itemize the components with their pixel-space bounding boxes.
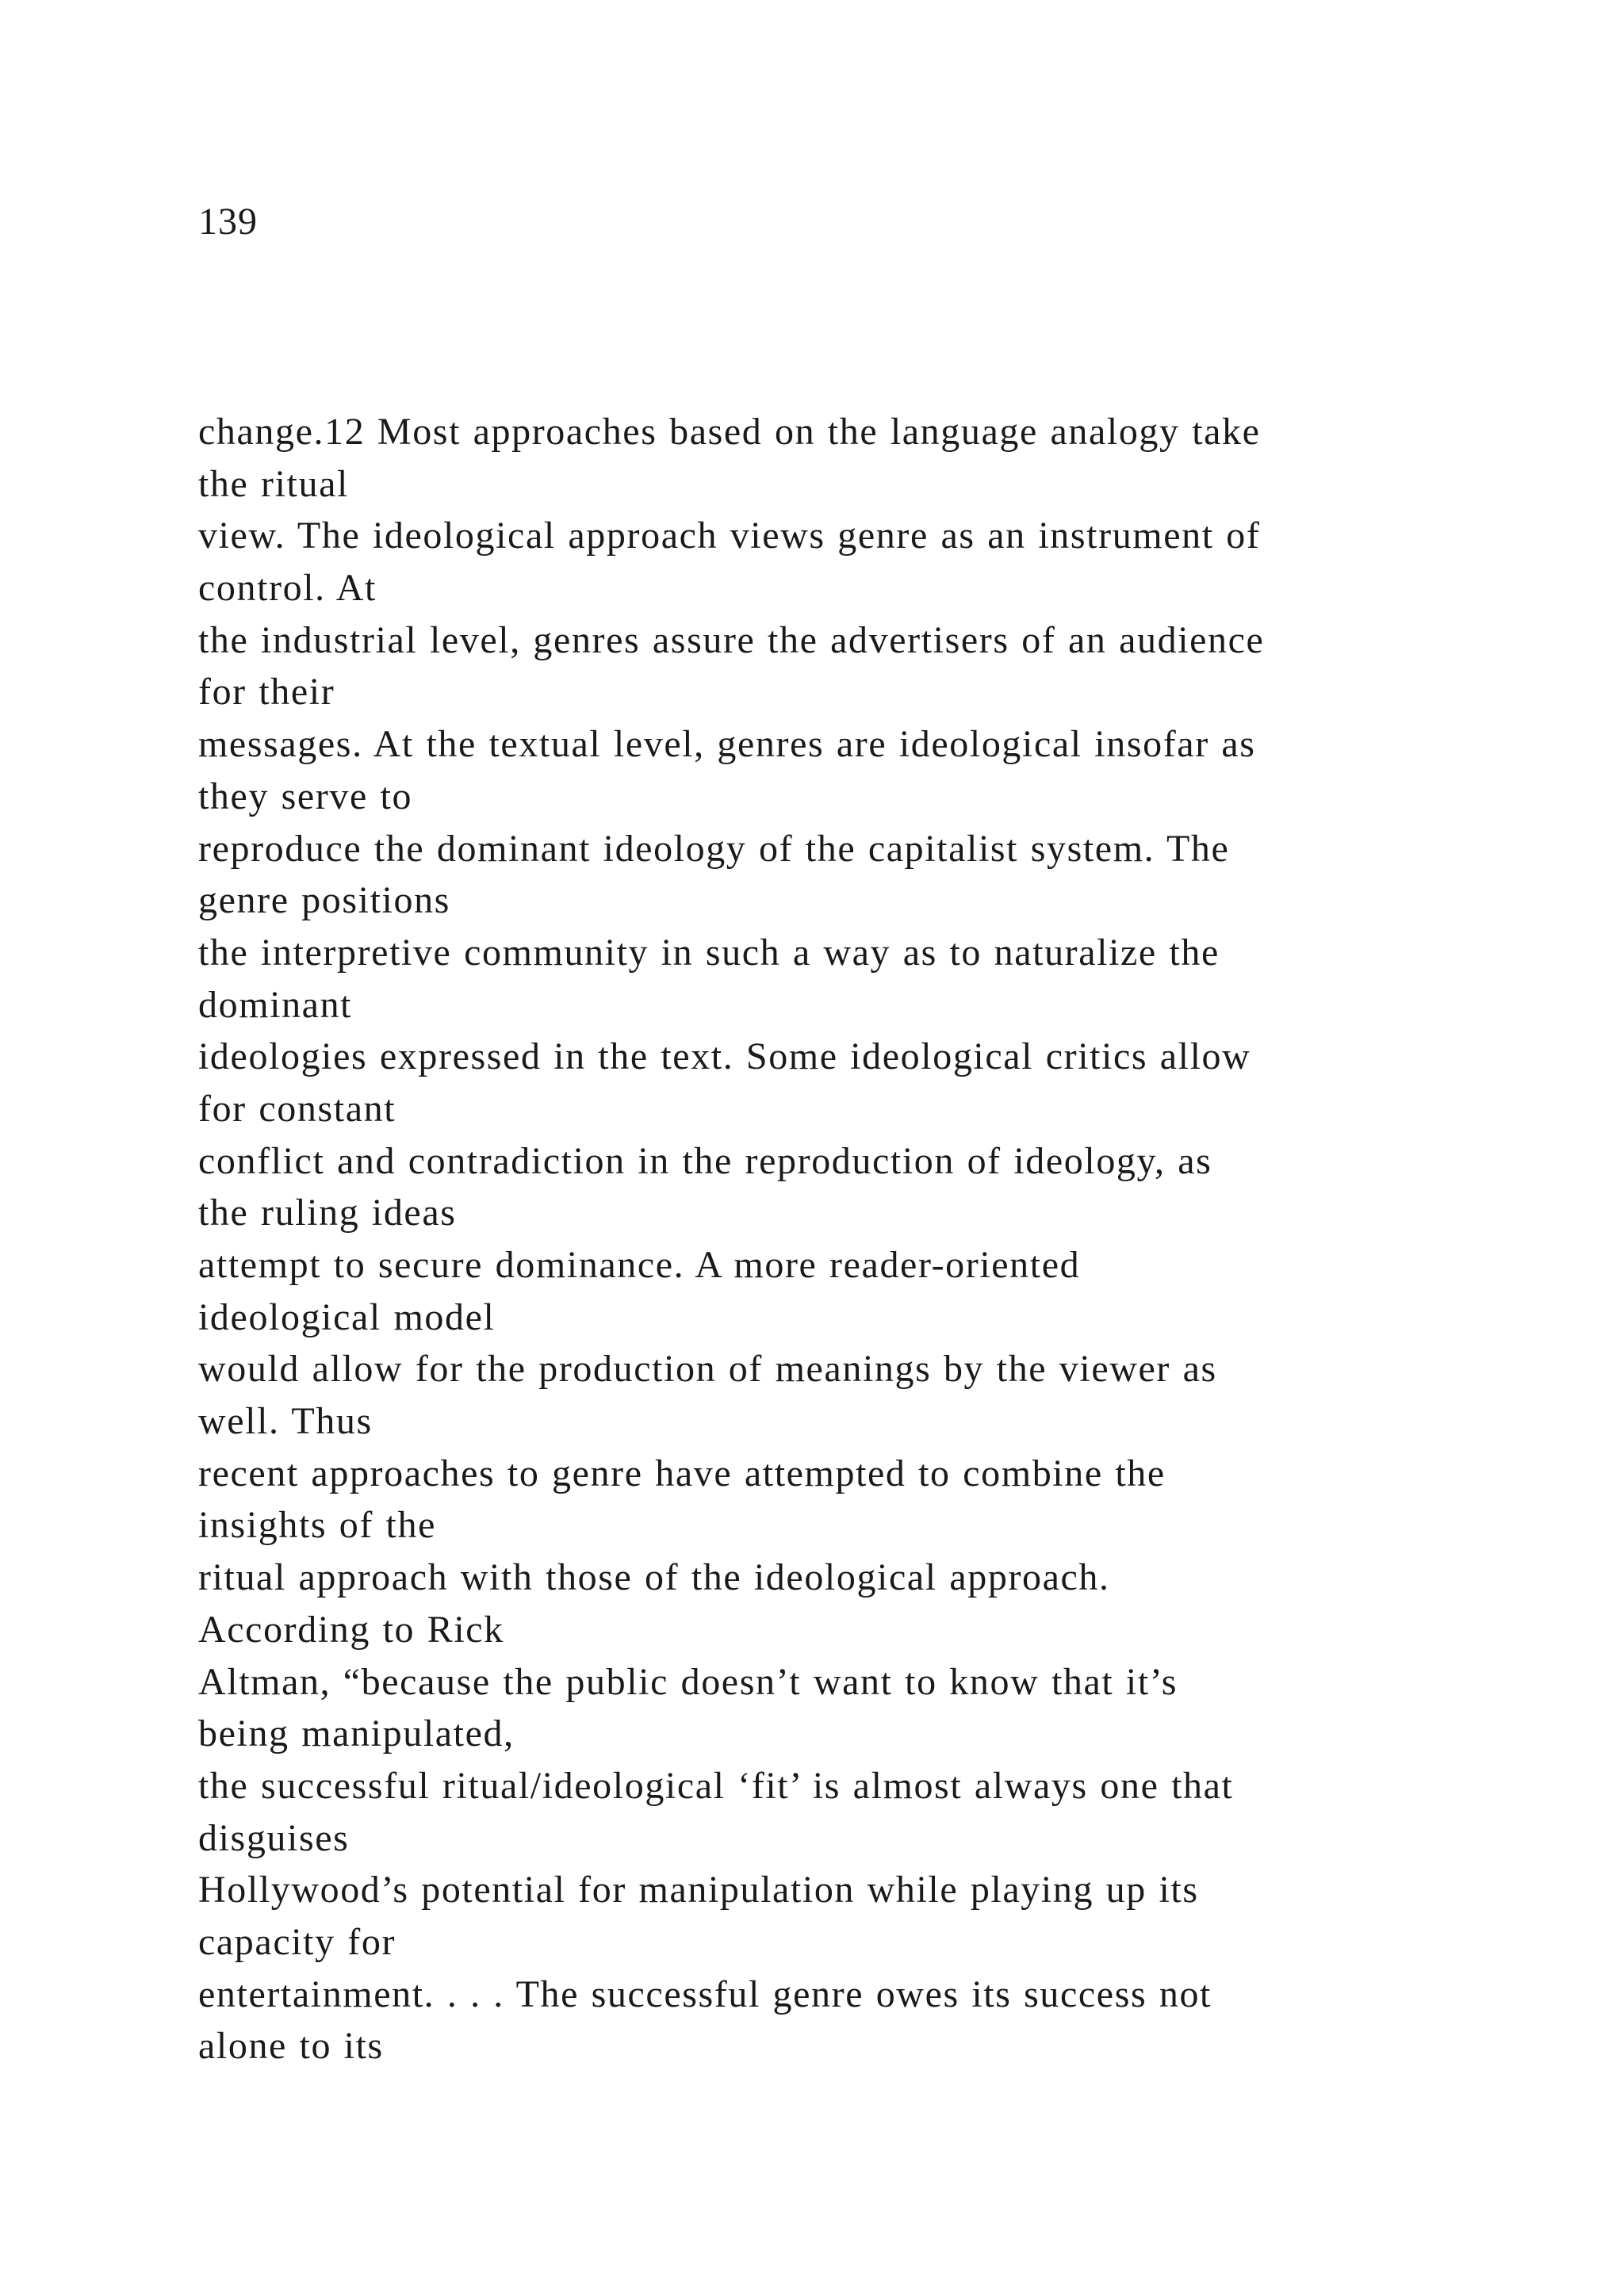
text-line: view. The ideological approach views genre as an instrument of (198, 515, 1261, 557)
text-line: the interpretive community in such a way as to naturalize the (198, 931, 1220, 974)
text-line: capacity for (198, 1920, 396, 1963)
text-line: entertainment. . . . The successful genre owes its success not (198, 1973, 1212, 2015)
text-line: would allow for the production of meanings by the viewer as (198, 1348, 1217, 1391)
text-line: reproduce the dominant ideology of the capitalist system. The (198, 827, 1230, 870)
page-number: 139 (198, 201, 258, 243)
text-line: well. Thus (198, 1400, 373, 1443)
text-line: the industrial level, genres assure the advertisers of an audience (198, 618, 1265, 661)
text-line: Hollywood’s potential for manipulation while playing up its (198, 1869, 1199, 1911)
text-line: change.12 Most approaches based on the language analogy take (198, 411, 1261, 453)
text-line: the ritual (198, 462, 349, 505)
text-line: conflict and contradiction in the reproduction of ideology, as (198, 1139, 1212, 1182)
text-line: for their (198, 671, 335, 714)
text-line: for constant (198, 1087, 396, 1130)
text-line: ritual approach with those of the ideological approach. (198, 1556, 1110, 1599)
body-text (198, 406, 1546, 2072)
text-line: being manipulated, (198, 1712, 515, 1755)
text-line: ideologies expressed in the text. Some ideological critics allow (198, 1035, 1251, 1078)
text-line: ideological model (198, 1295, 496, 1338)
text-line: According to Rick (198, 1608, 504, 1651)
text-line: alone to its (198, 2025, 384, 2068)
text-line: dominant (198, 983, 353, 1026)
text-line: they serve to (198, 775, 413, 817)
text-line: control. At (198, 567, 377, 610)
text-line: the successful ritual/ideological ‘fit’ is almost always one that (198, 1764, 1234, 1807)
text-line: attempt to secure dominance. A more reader-oriented (198, 1244, 1081, 1286)
text-line: the ruling ideas (198, 1192, 457, 1234)
text-line: messages. At the textual level, genres are ideological insofar as (198, 723, 1256, 766)
text-line: Altman, “because the public doesn’t want to know that it’s (198, 1660, 1178, 1703)
text-line: recent approaches to genre have attempted to combine the (198, 1452, 1166, 1494)
text-line: disguises (198, 1816, 350, 1859)
text-line: genre positions (198, 879, 450, 922)
text-line: insights of the (198, 1504, 436, 1547)
